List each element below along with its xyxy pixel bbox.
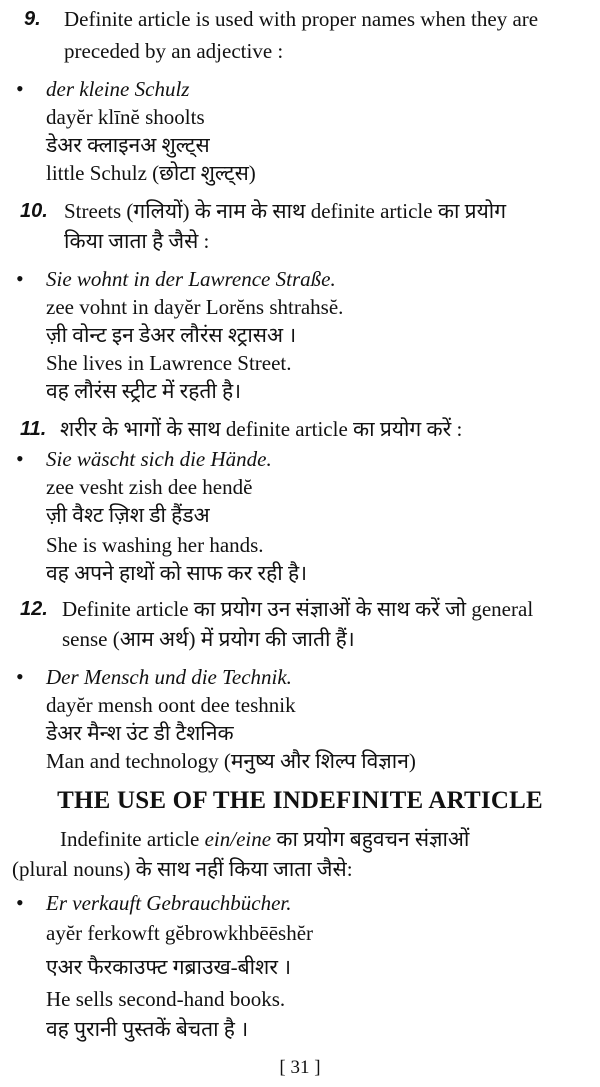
hindi-translation: वह अपने हाथों को साफ कर रही है। — [46, 561, 308, 585]
translation: little Schulz (छोटा शुल्ट्स) — [46, 161, 256, 185]
pronunciation: ayĕr ferkowft gĕbrowkhbēēshĕr — [46, 921, 314, 945]
rule-text: Streets (गलियों) के नाम के साथ definite article का प्रयोग — [64, 199, 507, 223]
rule-text: Definite article का प्रयोग उन संज्ञाओं के साथ करें जो general — [62, 597, 534, 621]
hindi-pronunciation: डेअर क्लाइनअ शुल्ट्स — [46, 133, 210, 157]
rule-text: किया जाता है जैसे : — [64, 229, 210, 253]
hindi-pronunciation: डेअर मैन्श उंट डी टैशनिक — [46, 721, 234, 745]
rule-text: preceded by an adjective : — [64, 39, 284, 63]
bullet-icon: • — [16, 266, 24, 291]
intro-text-part: Indefinite article — [60, 827, 205, 851]
german-example: Sie wohnt in der Lawrence Straße. — [46, 267, 336, 291]
bullet-icon: • — [16, 890, 24, 915]
pronunciation: dayĕr klīnĕ shoolts — [46, 105, 205, 129]
bullet-icon: • — [16, 76, 24, 101]
section-number: 12. — [20, 598, 48, 620]
rule-text: sense (आम अर्थ) में प्रयोग की जाती हैं। — [62, 627, 355, 651]
german-example: Der Mensch und die Technik. — [46, 665, 292, 689]
bullet-icon: • — [16, 446, 24, 471]
hindi-pronunciation: एअर फैरकाउफ्ट गब्राउख-बीशर । — [46, 955, 292, 979]
intro-text — [60, 826, 469, 852]
intro-text-part: का प्रयोग बहुवचन संज्ञाओं — [271, 827, 470, 851]
rule-text: शरीर के भागों के साथ definite article का प्रयोग करें : — [60, 417, 463, 441]
hindi-pronunciation: ज़ी वोन्ट इन डेअर लौरंस श्ट्रासअ । — [46, 323, 297, 347]
hindi-translation: वह पुरानी पुस्तकें बेचता है । — [46, 1017, 249, 1041]
hindi-pronunciation: ज़ी वैश्ट ज़िश डी हैंडअ — [46, 503, 210, 527]
section-number: 11. — [20, 418, 47, 440]
hindi-translation: वह लौरंस स्ट्रीट में रहती है। — [46, 379, 242, 403]
german-example: der kleine Schulz — [46, 77, 190, 101]
section-number: 9. — [24, 8, 41, 30]
german-example: Er verkauft Gebrauchbücher. — [46, 891, 292, 915]
section-heading: THE USE OF THE INDEFINITE ARTICLE — [57, 787, 543, 814]
german-example: Sie wäscht sich die Hände. — [46, 447, 272, 471]
intro-text: (plural nouns) के साथ नहीं किया जाता जैसे: — [12, 857, 353, 881]
pronunciation: dayĕr mensh oont dee teshnik — [46, 693, 296, 717]
bullet-icon: • — [16, 664, 24, 689]
pronunciation: zee vesht zish dee hendĕ — [46, 475, 253, 499]
translation: She is washing her hands. — [46, 533, 264, 557]
section-number: 10. — [20, 200, 48, 222]
pronunciation: zee vohnt in dayĕr Lorĕns shtrahsĕ. — [46, 295, 344, 319]
intro-text-italic: ein/eine — [204, 827, 272, 851]
page-number: [ 31 ] — [279, 1057, 321, 1078]
translation: She lives in Lawrence Street. — [46, 351, 292, 375]
translation: He sells second-hand books. — [46, 987, 286, 1011]
rule-text: Definite article is used with proper names when they are — [64, 7, 539, 31]
translation: Man and technology (मनुष्य और शिल्प विज्ञान) — [46, 749, 416, 773]
